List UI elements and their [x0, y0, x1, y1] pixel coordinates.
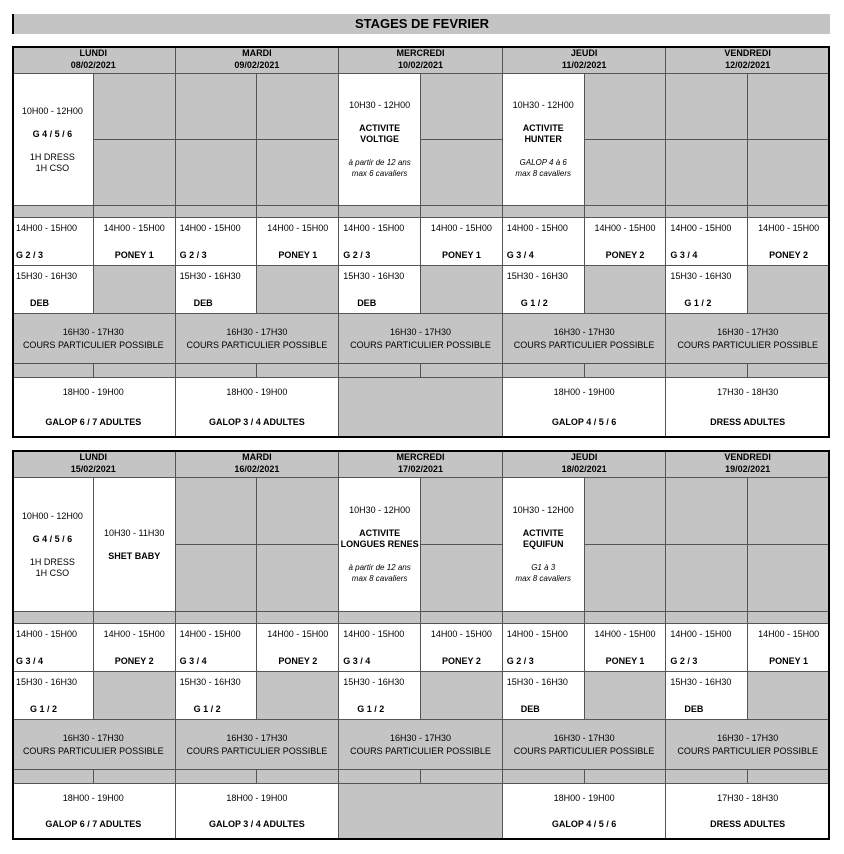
separator-strip	[666, 612, 748, 624]
separator-strip	[12, 770, 94, 784]
session-group: GALOP 4 / 5 / 6	[551, 819, 617, 829]
activity-name: ACTIVITE VOLTIGE	[359, 123, 401, 144]
empty-cell	[94, 74, 176, 140]
evening-session	[12, 784, 176, 840]
day-date: 08/02/2021	[70, 60, 116, 70]
private-lesson-label: COURS PARTICULIER POSSIBLE	[350, 745, 491, 756]
morning-session-monday-b	[94, 478, 176, 612]
session-time: 14H00 - 15H00	[758, 629, 820, 639]
private-lesson-cell	[176, 720, 340, 770]
private-lesson-cell	[12, 720, 176, 770]
activity-note: max 8 cavaliers	[351, 574, 408, 583]
activity-note: max 8 cavaliers	[515, 169, 571, 178]
empty-cell	[748, 266, 830, 314]
day-name: MERCREDI	[396, 452, 445, 462]
empty-cell	[666, 545, 748, 612]
session-time: 14H00 - 15H00	[343, 629, 405, 639]
activity-note: à partir de 12 ans	[348, 563, 411, 572]
separator-strip	[748, 364, 830, 378]
session-time: 14H00 - 15H00	[267, 223, 329, 233]
empty-cell	[176, 478, 258, 545]
separator-strip	[257, 770, 339, 784]
private-lesson-cell	[503, 720, 667, 770]
session-group: GALOP 6 / 7 ADULTES	[45, 417, 142, 427]
separator-strip	[339, 770, 421, 784]
day-date: 12/02/2021	[725, 60, 771, 70]
afternoon-session-15h30	[503, 672, 585, 720]
day-date: 15/02/2021	[70, 464, 116, 474]
day-name: MERCREDI	[396, 48, 445, 58]
activity-note: max 8 cavaliers	[515, 574, 571, 583]
session-group: G 1 / 2	[30, 704, 58, 714]
activity-time: 10H30 - 12H00	[349, 505, 411, 515]
empty-cell	[421, 672, 503, 720]
empty-cell	[585, 478, 667, 545]
separator-strip	[585, 364, 667, 378]
private-lesson-label: COURS PARTICULIER POSSIBLE	[22, 339, 164, 350]
separator-strip	[12, 206, 94, 218]
session-time: 14H00 - 15H00	[594, 629, 656, 639]
day-name: JEUDI	[570, 452, 598, 462]
empty-cell	[257, 74, 339, 140]
day-date: 16/02/2021	[234, 464, 280, 474]
separator-strip	[339, 612, 421, 624]
session-time: 18H00 - 19H00	[226, 793, 288, 803]
day-date: 17/02/2021	[397, 464, 443, 474]
session-time: 14H00 - 15H00	[103, 629, 165, 639]
session-group: DEB	[193, 298, 213, 308]
separator-strip	[176, 612, 258, 624]
private-lesson-label: COURS PARTICULIER POSSIBLE	[350, 339, 491, 350]
afternoon-session-14h	[585, 624, 667, 672]
session-time: 14H00 - 15H00	[670, 629, 732, 639]
afternoon-session-15h30	[176, 266, 258, 314]
activity-time: 10H30 - 12H00	[512, 505, 574, 515]
afternoon-session-14h	[176, 218, 258, 266]
separator-strip	[503, 206, 585, 218]
session-group: G 3 / 4	[670, 250, 698, 260]
afternoon-session-14h	[585, 218, 667, 266]
afternoon-session-14h	[94, 624, 176, 672]
session-group: PONEY 2	[441, 656, 481, 666]
day-header-vendredi	[666, 46, 830, 74]
private-lesson-label: COURS PARTICULIER POSSIBLE	[186, 339, 328, 350]
separator-strip	[176, 364, 258, 378]
separator-strip	[585, 612, 667, 624]
afternoon-session-15h30	[12, 266, 94, 314]
session-time: 15H30 - 16H30	[670, 271, 732, 281]
day-date: 19/02/2021	[725, 464, 771, 474]
morning-session-monday	[12, 74, 94, 206]
activity-note: à partir de 12 ans	[348, 158, 411, 167]
session-group: G 1 / 2	[193, 704, 221, 714]
afternoon-session-14h	[503, 218, 585, 266]
separator-strip	[503, 770, 585, 784]
afternoon-session-14h	[666, 218, 748, 266]
session-group: PONEY 2	[605, 250, 645, 260]
session-time: 14H00 - 15H00	[267, 629, 329, 639]
empty-cell	[421, 140, 503, 206]
afternoon-session-14h	[748, 218, 830, 266]
session-group: G 4 / 5 / 6	[32, 128, 73, 139]
morning-activity-wednesday	[339, 74, 421, 206]
session-group: GALOP 3 / 4 ADULTES	[208, 417, 305, 427]
private-lesson-cell	[666, 314, 830, 364]
afternoon-session-14h	[503, 624, 585, 672]
session-time: 17H30 - 18H30	[717, 793, 779, 803]
session-time: 14H00 - 15H00	[16, 629, 78, 639]
separator-strip	[748, 612, 830, 624]
private-lesson-cell	[503, 314, 667, 364]
private-lesson-label: COURS PARTICULIER POSSIBLE	[186, 745, 328, 756]
session-time: 14H00 - 15H00	[430, 629, 492, 639]
separator-strip	[94, 364, 176, 378]
activity-note: max 6 cavaliers	[351, 169, 408, 178]
day-date: 10/02/2021	[397, 60, 443, 70]
session-group: G 1 / 2	[520, 298, 548, 308]
empty-cell	[94, 672, 176, 720]
private-lesson-time: 16H30 - 17H30	[389, 326, 451, 337]
session-group: PONEY 1	[605, 656, 645, 666]
separator-strip	[339, 206, 421, 218]
empty-cell	[94, 140, 176, 206]
separator-strip	[666, 770, 748, 784]
session-time: 14H00 - 15H00	[179, 223, 241, 233]
empty-cell	[257, 140, 339, 206]
separator-strip	[94, 206, 176, 218]
afternoon-session-15h30	[666, 672, 748, 720]
session-time: 18H00 - 19H00	[226, 387, 288, 397]
afternoon-session-14h	[339, 624, 421, 672]
session-group: DEB	[684, 704, 704, 714]
session-time: 10H30 - 11H30	[104, 527, 165, 538]
session-group: GALOP 3 / 4 ADULTES	[208, 819, 305, 829]
separator-strip	[94, 612, 176, 624]
afternoon-session-14h	[421, 218, 503, 266]
session-time: 15H30 - 16H30	[506, 677, 568, 687]
session-detail: 1H CSO	[35, 567, 70, 578]
day-header-mardi	[176, 46, 340, 74]
session-detail: 1H DRESS	[29, 556, 75, 567]
day-name: VENDREDI	[724, 48, 771, 58]
empty-cell	[421, 266, 503, 314]
afternoon-session-14h	[339, 218, 421, 266]
separator-strip	[585, 770, 667, 784]
separator-strip	[748, 206, 830, 218]
empty-cell	[257, 545, 339, 612]
evening-session	[503, 378, 667, 438]
empty-cell	[421, 545, 503, 612]
session-time: 15H30 - 16H30	[16, 271, 78, 281]
day-header-jeudi	[503, 450, 667, 478]
day-name: VENDREDI	[724, 452, 771, 462]
session-group: G 2 / 3	[506, 656, 534, 666]
afternoon-session-15h30	[12, 672, 94, 720]
day-header-vendredi	[666, 450, 830, 478]
session-time: 15H30 - 16H30	[343, 271, 405, 281]
session-time: 14H00 - 15H00	[16, 223, 78, 233]
private-lesson-label: COURS PARTICULIER POSSIBLE	[513, 745, 655, 756]
session-time: 18H00 - 19H00	[553, 793, 615, 803]
private-lesson-time: 16H30 - 17H30	[389, 732, 451, 743]
session-group: G 1 / 2	[357, 704, 385, 714]
session-group: PONEY 1	[441, 250, 481, 260]
private-lesson-time: 16H30 - 17H30	[62, 732, 124, 743]
afternoon-session-14h	[257, 218, 339, 266]
session-time: 14H00 - 15H00	[103, 223, 165, 233]
empty-cell	[421, 478, 503, 545]
session-time: 18H00 - 19H00	[62, 387, 124, 397]
session-group: G 2 / 3	[343, 250, 371, 260]
session-group: PONEY 2	[114, 656, 154, 666]
session-time: 14H00 - 15H00	[506, 223, 568, 233]
separator-strip	[503, 364, 585, 378]
session-group: DEB	[30, 298, 50, 308]
session-group: DRESS ADULTES	[710, 417, 786, 427]
private-lesson-cell	[12, 314, 176, 364]
page-title: STAGES DE FEVRIER	[12, 14, 830, 34]
session-group: DEB	[357, 298, 377, 308]
afternoon-session-14h	[94, 218, 176, 266]
empty-cell	[421, 74, 503, 140]
activity-note: G1 à 3	[531, 563, 556, 572]
private-lesson-time: 16H30 - 17H30	[553, 732, 615, 743]
morning-session-monday	[12, 478, 94, 612]
private-lesson-cell	[176, 314, 340, 364]
morning-activity-thursday	[503, 478, 585, 612]
session-group: PONEY 1	[114, 250, 154, 260]
morning-activity-wednesday	[339, 478, 421, 612]
separator-strip	[257, 612, 339, 624]
session-time: 18H00 - 19H00	[62, 793, 124, 803]
empty-cell	[666, 140, 748, 206]
private-lesson-label: COURS PARTICULIER POSSIBLE	[677, 339, 819, 350]
separator-strip	[748, 770, 830, 784]
empty-cell	[585, 140, 667, 206]
empty-cell	[748, 140, 830, 206]
session-group: DEB	[520, 704, 540, 714]
session-group: SHET BABY	[108, 550, 161, 561]
session-group: G 3 / 4	[343, 656, 371, 666]
day-name: LUNDI	[79, 452, 108, 462]
evening-session	[503, 784, 667, 840]
session-time: 14H00 - 15H00	[343, 223, 405, 233]
session-group: GALOP 6 / 7 ADULTES	[45, 819, 142, 829]
activity-name: LONGUES RENES	[340, 539, 419, 549]
empty-cell	[257, 478, 339, 545]
empty-cell	[666, 74, 748, 140]
day-name: MARDI	[242, 452, 272, 462]
day-header-jeudi	[503, 46, 667, 74]
activity-time: 10H30 - 12H00	[512, 100, 574, 110]
session-time: 15H30 - 16H30	[506, 271, 568, 281]
private-lesson-label: COURS PARTICULIER POSSIBLE	[22, 745, 164, 756]
session-time: 17H30 - 18H30	[717, 387, 779, 397]
session-time: 14H00 - 15H00	[758, 223, 820, 233]
separator-strip	[421, 770, 503, 784]
session-group: G 3 / 4	[16, 656, 44, 666]
afternoon-session-14h	[176, 624, 258, 672]
session-group: G 3 / 4	[179, 656, 207, 666]
evening-session	[666, 784, 830, 840]
separator-strip	[257, 206, 339, 218]
private-lesson-cell	[666, 720, 830, 770]
session-time: 14H00 - 15H00	[430, 223, 492, 233]
activity-name: ACTIVITE	[522, 528, 564, 538]
empty-cell	[176, 545, 258, 612]
evening-session	[12, 378, 176, 438]
activity-time: 10H30 - 12H00	[349, 100, 411, 110]
empty-cell	[257, 266, 339, 314]
private-lesson-cell	[339, 720, 503, 770]
private-lesson-label: COURS PARTICULIER POSSIBLE	[677, 745, 819, 756]
empty-cell	[176, 74, 258, 140]
day-name: MARDI	[242, 48, 272, 58]
session-group: GALOP 4 / 5 / 6	[551, 417, 617, 427]
afternoon-session-14h	[12, 624, 94, 672]
session-time: 14H00 - 15H00	[506, 629, 568, 639]
activity-name: ACTIVITE HUNTER	[522, 123, 564, 144]
activity-name: ACTIVITE	[359, 528, 401, 538]
session-time: 15H30 - 16H30	[670, 677, 732, 687]
session-group: G 1 / 2	[684, 298, 712, 308]
session-group: PONEY 1	[278, 250, 318, 260]
empty-cell	[94, 266, 176, 314]
session-group: DRESS ADULTES	[710, 819, 786, 829]
day-header-mercredi	[339, 46, 503, 74]
empty-cell	[339, 784, 503, 840]
session-time: 15H30 - 16H30	[343, 677, 405, 687]
session-group: PONEY 1	[769, 656, 809, 666]
evening-session	[666, 378, 830, 438]
activity-note: GALOP 4 à 6	[519, 158, 567, 167]
separator-strip	[666, 364, 748, 378]
week-2-schedule	[12, 450, 830, 840]
separator-strip	[176, 206, 258, 218]
morning-activity-thursday	[503, 74, 585, 206]
afternoon-session-15h30	[339, 672, 421, 720]
empty-cell	[585, 672, 667, 720]
day-name: JEUDI	[570, 48, 598, 58]
day-date: 18/02/2021	[561, 464, 607, 474]
private-lesson-time: 16H30 - 17H30	[553, 326, 615, 337]
separator-strip	[666, 206, 748, 218]
session-detail: 1H DRESS	[29, 151, 75, 162]
private-lesson-time: 16H30 - 17H30	[226, 326, 288, 337]
afternoon-session-14h	[748, 624, 830, 672]
private-lesson-time: 16H30 - 17H30	[717, 732, 779, 743]
separator-strip	[176, 770, 258, 784]
empty-cell	[585, 266, 667, 314]
empty-cell	[585, 545, 667, 612]
day-header-mardi	[176, 450, 340, 478]
day-date: 09/02/2021	[234, 60, 280, 70]
separator-strip	[257, 364, 339, 378]
separator-strip	[421, 612, 503, 624]
separator-strip	[421, 206, 503, 218]
empty-cell	[585, 74, 667, 140]
day-date: 11/02/2021	[561, 60, 607, 70]
session-detail: 1H CSO	[35, 162, 70, 173]
day-header-mercredi	[339, 450, 503, 478]
empty-cell	[176, 140, 258, 206]
session-group: G 2 / 3	[670, 656, 698, 666]
session-time: 10H00 - 12H00	[21, 105, 83, 116]
empty-cell	[748, 545, 830, 612]
afternoon-session-14h	[257, 624, 339, 672]
evening-session	[176, 378, 340, 438]
session-group: G 4 / 5 / 6	[32, 533, 73, 544]
private-lesson-time: 16H30 - 17H30	[226, 732, 288, 743]
session-time: 15H30 - 16H30	[179, 271, 241, 281]
week-1-schedule	[12, 46, 830, 438]
afternoon-session-14h	[12, 218, 94, 266]
evening-session	[176, 784, 340, 840]
session-time: 15H30 - 16H30	[16, 677, 78, 687]
session-group: G 3 / 4	[506, 250, 534, 260]
session-group: PONEY 2	[769, 250, 809, 260]
separator-strip	[94, 770, 176, 784]
separator-strip	[503, 612, 585, 624]
private-lesson-time: 16H30 - 17H30	[62, 326, 124, 337]
day-header-lundi	[12, 46, 176, 74]
session-group: G 2 / 3	[16, 250, 44, 260]
afternoon-session-14h	[666, 624, 748, 672]
afternoon-session-15h30	[339, 266, 421, 314]
private-lesson-cell	[339, 314, 503, 364]
empty-cell	[748, 74, 830, 140]
empty-cell	[257, 672, 339, 720]
session-time: 14H00 - 15H00	[670, 223, 732, 233]
session-time: 18H00 - 19H00	[553, 387, 615, 397]
private-lesson-label: COURS PARTICULIER POSSIBLE	[513, 339, 655, 350]
separator-strip	[339, 364, 421, 378]
session-time: 15H30 - 16H30	[179, 677, 241, 687]
separator-strip	[12, 612, 94, 624]
private-lesson-time: 16H30 - 17H30	[717, 326, 779, 337]
afternoon-session-15h30	[666, 266, 748, 314]
session-time: 10H00 - 12H00	[21, 510, 83, 521]
day-header-lundi	[12, 450, 176, 478]
activity-name: EQUIFUN	[522, 539, 564, 549]
session-group: PONEY 2	[278, 656, 318, 666]
empty-cell	[666, 478, 748, 545]
session-time: 14H00 - 15H00	[179, 629, 241, 639]
day-name: LUNDI	[79, 48, 108, 58]
afternoon-session-14h	[421, 624, 503, 672]
separator-strip	[12, 364, 94, 378]
empty-cell	[748, 478, 830, 545]
separator-strip	[585, 206, 667, 218]
empty-cell	[339, 378, 503, 438]
session-group: G 2 / 3	[179, 250, 207, 260]
session-time: 14H00 - 15H00	[594, 223, 656, 233]
afternoon-session-15h30	[503, 266, 585, 314]
separator-strip	[421, 364, 503, 378]
empty-cell	[748, 672, 830, 720]
afternoon-session-15h30	[176, 672, 258, 720]
